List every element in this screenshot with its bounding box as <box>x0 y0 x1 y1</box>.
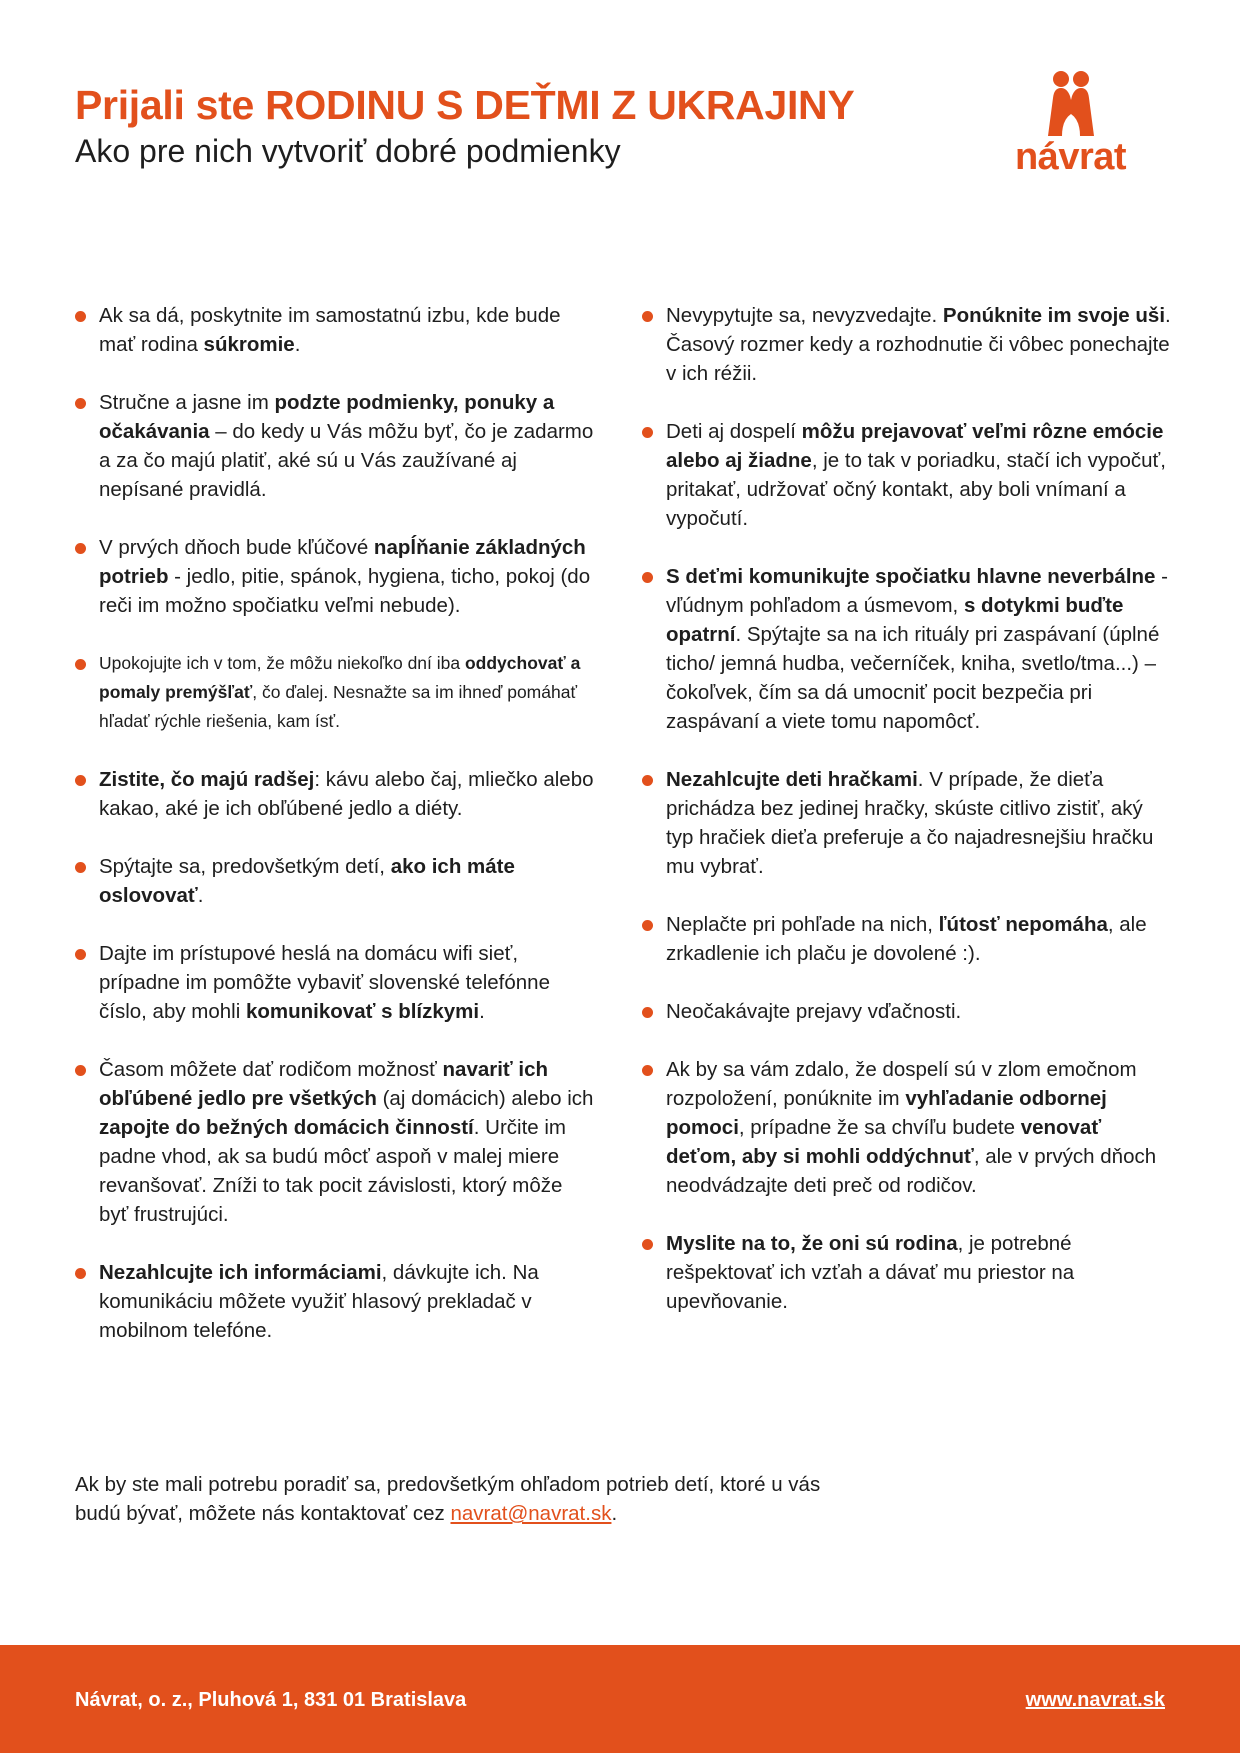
tip-item <box>642 301 1172 388</box>
right-tips-list <box>642 301 1172 1345</box>
tip-emphasis: zapojte do bežných domácich činností <box>99 1116 474 1139</box>
tip-text: , je potrebné rešpektovať ich vzťah a dávať mu priestor na upevňovanie. <box>666 1232 1075 1313</box>
tip-text: Spýtajte sa, predovšetkým detí, <box>99 855 391 878</box>
tip-text: V prvých dňoch bude kľúčové <box>99 536 374 559</box>
tip-text: , ale v prvých dňoch neodvádzajte deti preč od rodičov. <box>666 1145 1157 1197</box>
tip-text: Stručne a jasne im <box>99 391 275 414</box>
tip-item <box>75 533 595 620</box>
tip-emphasis: S deťmi komunikujte spočiatku hlavne neverbálne <box>666 565 1156 588</box>
tip-text: , prípadne že sa chvíľu budete <box>738 1116 1021 1139</box>
tip-text: Nevypytujte sa, nevyzvedajte. <box>666 304 943 327</box>
bullet-dot-icon <box>75 311 86 322</box>
tip-emphasis: s dotykmi buďte opatrní <box>666 594 1124 646</box>
bullet-dot-icon <box>75 775 86 786</box>
bullet-dot-icon <box>642 1065 653 1076</box>
tip-emphasis: navariť ich obľúbené jedlo pre všetkých <box>99 1058 549 1110</box>
bullet-dot-icon <box>642 920 653 931</box>
page-title: Prijali ste RODINU S DEŤMI Z UKRAJINY <box>75 82 855 128</box>
tip-emphasis: môžu prejavovať veľmi rôzne emócie alebo aj žiadne <box>666 420 1164 472</box>
tip-emphasis: Zistite, čo majú radšej <box>99 768 315 791</box>
tip-item <box>642 765 1172 881</box>
tip-text: (aj domácich) alebo ich <box>376 1087 594 1110</box>
tip-emphasis: Nezahlcujte deti hračkami <box>666 768 918 791</box>
contact-text: Ak by ste mali potrebu poradiť sa, predovšetkým ohľadom potrieb detí, ktoré u vás budú bývať, môžete nás kontaktovať cez <box>75 1473 821 1525</box>
page-subtitle: Ako pre nich vytvoriť dobré podmienky <box>75 133 621 169</box>
tip-text: , ale zrkadlenie ich plaču je dovolené :). <box>666 913 1147 965</box>
tip-text: , je to tak v poriadku, stačí ich vypočuť, pritakať, udržovať očný kontakt, aby boli vnímaní a vypočutí. <box>666 449 1166 530</box>
contact-paragraph <box>75 1470 835 1528</box>
bullet-dot-icon <box>75 1065 86 1076</box>
tip-text: . <box>479 1000 485 1023</box>
tip-text: Neplačte pri pohľade na nich, <box>666 913 939 936</box>
tip-emphasis: Ponúknite im svoje uši <box>942 304 1166 327</box>
tip-item <box>75 1055 595 1229</box>
tip-item <box>75 852 595 910</box>
tip-item <box>75 301 595 359</box>
navrat-logo <box>1008 70 1133 180</box>
bullet-dot-icon <box>75 398 86 409</box>
tip-item <box>642 562 1172 736</box>
bullet-dot-icon <box>642 311 653 322</box>
tip-emphasis: vyhľadanie odbornej pomoci <box>666 1087 1107 1139</box>
tip-text: . <box>197 884 204 907</box>
logo-wordmark: návrat <box>1014 136 1127 178</box>
bullet-dot-icon <box>642 572 653 583</box>
tip-emphasis: ľútosť nepomáha <box>938 913 1108 936</box>
bullet-dot-icon <box>75 949 86 960</box>
tip-item <box>75 1258 595 1345</box>
bullet-dot-icon <box>642 1007 653 1018</box>
bullet-dot-icon <box>75 1268 86 1279</box>
tip-item <box>642 997 1172 1026</box>
tip-item <box>642 1229 1172 1316</box>
tip-text: Časom môžete dať rodičom možnosť <box>99 1058 443 1081</box>
footer-bar <box>0 1645 1240 1753</box>
tip-item <box>75 939 595 1026</box>
tip-text: Neočakávajte prejavy vďačnosti. <box>666 1000 962 1023</box>
footer-address: Návrat, o. z., Pluhová 1, 831 01 Bratislava <box>75 1689 467 1711</box>
tip-text: . V prípade, že dieťa prichádza bez jedinej hračky, skúste citlivo zistiť, aký typ hračiek dieťa preferuje a čo najadresnejšiu hračku mu vybrať. <box>666 768 1154 878</box>
tip-item <box>642 1055 1172 1200</box>
tip-item <box>642 417 1172 533</box>
contact-suffix: . <box>611 1502 618 1525</box>
bullet-dot-icon <box>75 543 86 554</box>
tip-text: - jedlo, pitie, spánok, hygiena, ticho, pokoj (do reči im možno spočiatku veľmi nebude). <box>99 565 591 617</box>
tip-emphasis: venovať deťom, aby si mohli oddýchnuť <box>666 1116 1102 1168</box>
left-tips-list <box>75 301 595 1374</box>
bullet-dot-icon <box>642 1239 653 1250</box>
tip-item <box>75 649 595 736</box>
tip-text: , čo ďalej. Nesnažte sa im ihneď pomáhať hľadať rýchle riešenia, kam ísť. <box>99 682 578 731</box>
tip-item <box>75 388 595 504</box>
tip-text: , dávkujte ich. Na komunikáciu môžete využiť hlasový prekladač v mobilnom telefóne. <box>99 1261 539 1342</box>
bullet-dot-icon <box>642 427 653 438</box>
tip-text: Deti aj dospelí <box>666 420 802 443</box>
tip-emphasis: oddychovať a pomaly premýšľať <box>99 653 581 702</box>
tip-text: . Spýtajte sa na ich rituály pri zaspávaní (úplné ticho/ jemná hudba, večerníček, kniha, svetlo/tma...) – čokoľvek, čím sa dá umocniť pocit bezpečia pri zaspávaní a viete tomu napomôcť. <box>666 623 1160 733</box>
tip-emphasis: podzte podmienky, ponuky a očakávania <box>99 391 555 443</box>
footer-website-link[interactable]: www.navrat.sk <box>1025 1689 1165 1711</box>
contact-email-link[interactable]: navrat@navrat.sk <box>450 1502 612 1525</box>
tip-text: . Určite im padne vhod, ak sa budú môcť aspoň v malej miere revanšovať. Zníži to tak pocit závislosti, ktorý môže byť frustrujúci. <box>99 1116 566 1226</box>
bullet-dot-icon <box>75 862 86 873</box>
tip-text: – do kedy u Vás môžu byť, čo je zadarmo a za čo majú platiť, aké sú u Vás zaužívané aj nepísané pravidlá. <box>99 420 594 501</box>
tip-emphasis: komunikovať s blízkymi <box>245 1000 480 1023</box>
tip-emphasis: súkromie <box>203 333 295 356</box>
tip-text: : kávu alebo čaj, mliečko alebo kakao, aké je ich obľúbené jedlo a diéty. <box>99 768 594 820</box>
tip-text: Upokojujte ich v tom, že môžu niekoľko dní iba <box>99 653 465 673</box>
tip-emphasis: Nezahlcujte ich informáciami <box>99 1261 382 1284</box>
tip-emphasis: ako ich máte oslovovať <box>99 855 515 907</box>
two-figures-logo-icon <box>1040 70 1102 138</box>
tip-emphasis: napĺňanie základných potrieb <box>99 536 586 588</box>
tip-emphasis: Myslite na to, že oni sú rodina <box>666 1232 958 1255</box>
tip-text: Dajte im prístupové heslá na domácu wifi sieť, prípadne im pomôžte vybaviť slovenské telefónne číslo, aby mohli <box>99 942 550 1023</box>
bullet-dot-icon <box>75 659 86 670</box>
tip-text: - vľúdnym pohľadom a úsmevom, <box>666 565 1168 617</box>
tip-text: Ak sa dá, poskytnite im samostatnú izbu, kde bude mať rodina <box>99 304 561 356</box>
tip-item <box>75 765 595 823</box>
tip-item <box>642 910 1172 968</box>
bullet-dot-icon <box>642 775 653 786</box>
tip-text: Ak by sa vám zdalo, že dospelí sú v zlom emočnom rozpoložení, ponúknite im <box>666 1058 1137 1110</box>
tip-text: . Časový rozmer kedy a rozhodnutie či vôbec ponechajte v ich réžii. <box>666 304 1171 385</box>
tip-text: . <box>294 333 301 356</box>
